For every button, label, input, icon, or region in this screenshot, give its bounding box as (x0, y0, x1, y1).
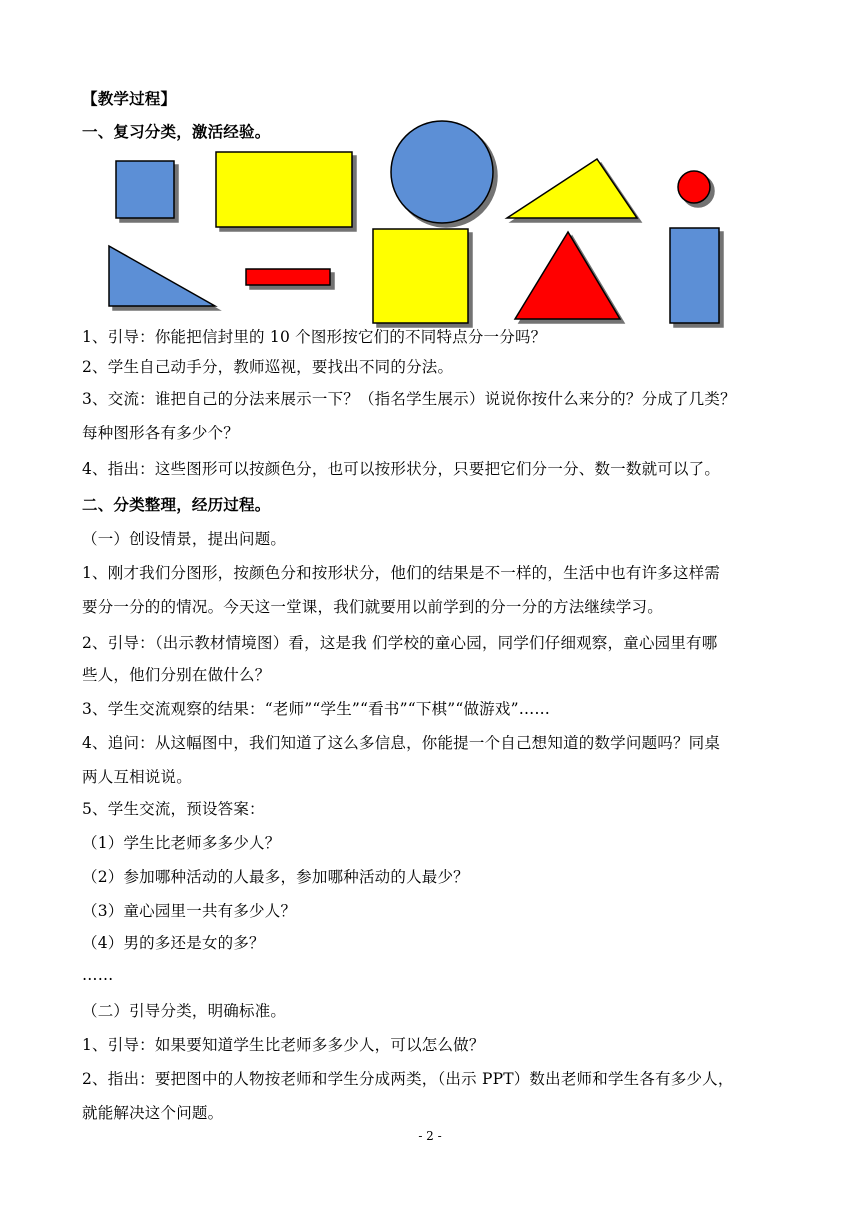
red-triangle-shape (515, 232, 620, 319)
blue-rectangle-shape (670, 228, 719, 323)
yellow-triangle-shape (507, 159, 637, 218)
red-circle-shape (678, 171, 710, 203)
paragraph: 就能解决这个问题。 (82, 1104, 224, 1122)
paragraph: （1）学生比老师多多少人？ (82, 834, 281, 852)
paragraph: （2）参加哪种活动的人最多，参加哪种活动的人最少？ (82, 868, 469, 886)
section2-title: 二、分类整理，经历过程。 (82, 495, 271, 514)
paragraph: 2、学生自己动手分，教师巡视，要找出不同的分法。 (82, 358, 454, 376)
paragraph: 2、指出：要把图中的人物按老师和学生分成两类，（出示 PPT）数出老师和学生各有多少人， (82, 1070, 734, 1088)
section1-title: 一、复习分类，激活经验。 (82, 122, 271, 141)
paragraph: 5、学生交流，预设答案： (82, 800, 265, 818)
paragraph: 2、引导：（出示教材情境图）看，这是我 们学校的童心园，同学们仔细观察，童心园里有哪 (82, 634, 718, 652)
paragraph: 4、指出：这些图形可以按颜色分，也可以按形状分，只要把它们分一分、数一数就可以了。 (82, 460, 721, 478)
paragraph: 要分一分的的情况。今天这一堂课，我们就要用以前学到的分一分的方法继续学习。 (82, 598, 663, 616)
paragraph: 两人互相说说。 (82, 768, 192, 786)
page-number: - 2 - (418, 1129, 442, 1143)
paragraph: （3）童心园里一共有多少人？ (82, 902, 297, 920)
shapes-figure (0, 0, 860, 340)
paragraph: 1、引导：如果要知道学生比老师多多少人，可以怎么做？ (82, 1036, 485, 1054)
paragraph: 1、引导：你能把信封里的 10 个图形按它们的不同特点分一分吗？ (82, 328, 547, 346)
subsection1-title: （一）创设情景，提出问题。 (82, 530, 287, 548)
blue-square-shape (116, 161, 174, 218)
paragraph: 1、刚才我们分图形，按颜色分和按形状分，他们的结果是不一样的，生活中也有许多这样需 (82, 564, 721, 582)
subsection2-title: （二）引导分类，明确标准。 (82, 1002, 287, 1020)
heading: 【教学过程】 (82, 89, 177, 108)
paragraph: 3、交流：谁把自己的分法来展示一下？（指名学生展示）说说你按什么来分的？分成了几类？ (82, 390, 736, 408)
blue-triangle-shape (109, 246, 215, 306)
paragraph: （4）男的多还是女的多？ (82, 934, 265, 952)
yellow-rectangle-shape (216, 152, 352, 227)
yellow-square-shape (373, 229, 468, 323)
red-rectangle-shape (246, 269, 330, 285)
paragraph: 每种图形各有多少个？ (82, 424, 240, 442)
paragraph: 3、学生交流观察的结果：“老师”“学生”“看书”“下棋”“做游戏”…… (82, 700, 551, 718)
paragraph: …… (82, 966, 114, 984)
paragraph: 4、追问：从这幅图中，我们知道了这么多信息，你能提一个自己想知道的数学问题吗？同桌 (82, 734, 721, 752)
paragraph: 些人，他们分别在做什么？ (82, 666, 271, 684)
